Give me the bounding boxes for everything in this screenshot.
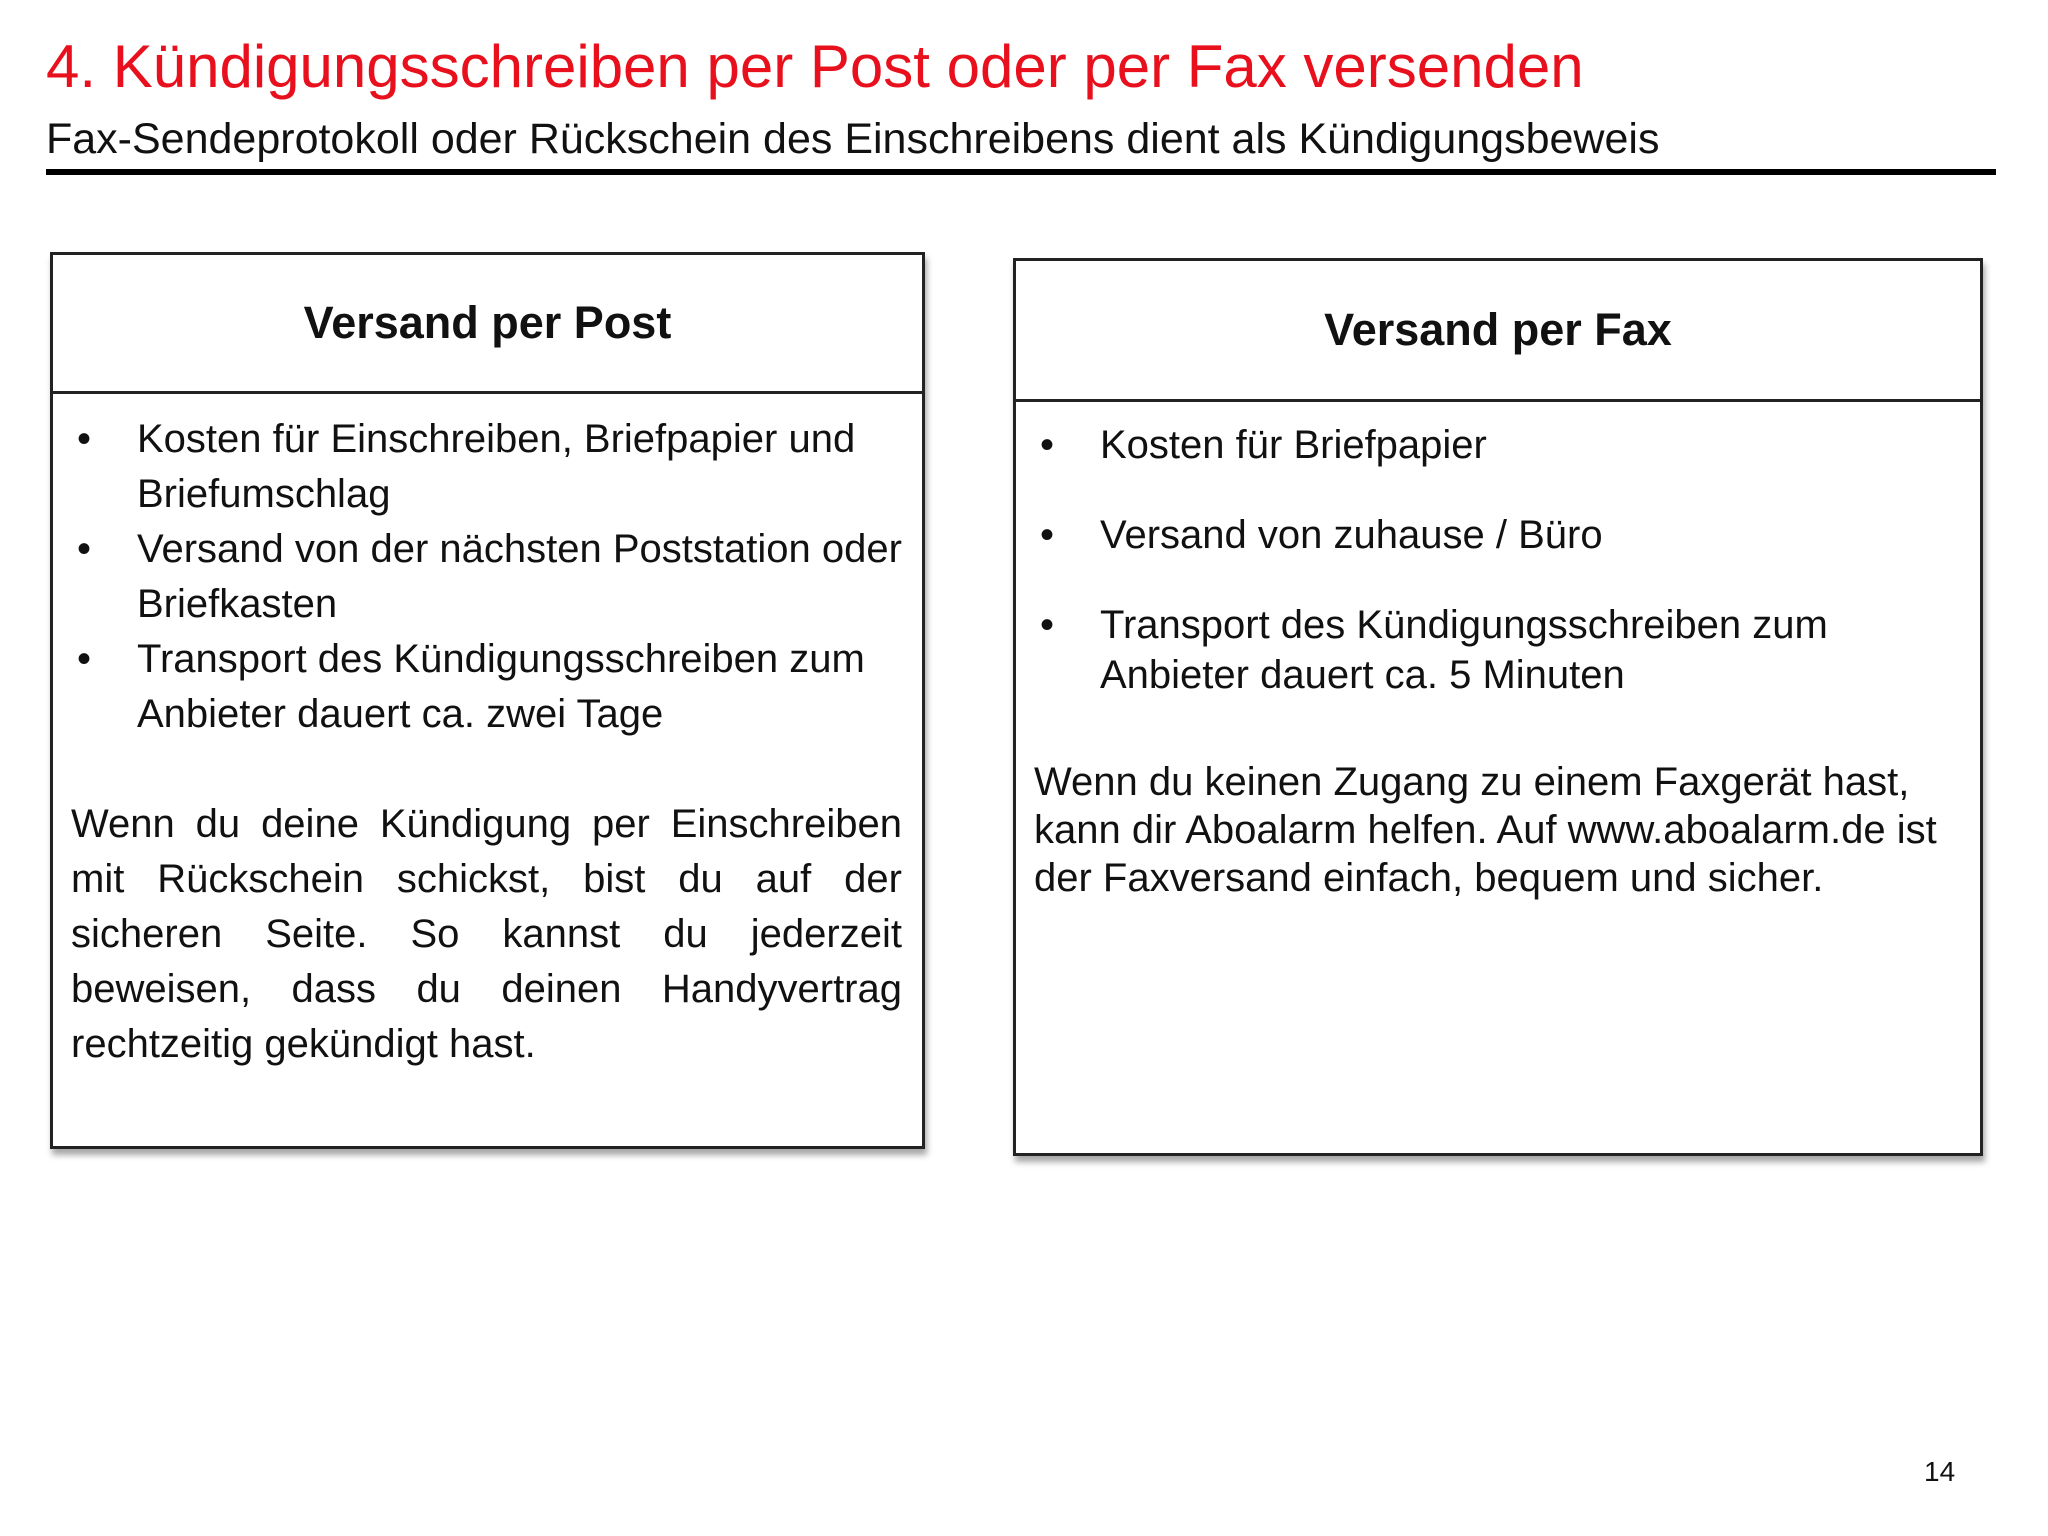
fax-panel-body — [1016, 402, 1980, 902]
slide-subtitle: Fax-Sendeprotokoll oder Rückschein des Einschreibens dient als Kündigungsbeweis — [46, 115, 1660, 163]
post-bullet-text: Kosten für Einschreiben, Briefpapier und Briefumschlag — [137, 417, 856, 516]
post-shipping-panel — [50, 252, 925, 1149]
title-underline — [46, 169, 1996, 175]
page-number: 14 — [1924, 1456, 1956, 1487]
bullet-icon: • — [77, 527, 92, 571]
list-item — [1034, 510, 1962, 560]
post-bullet-text: Transport des Kündigungsschreiben zum Anbieter dauert ca. zwei Tage — [137, 637, 865, 736]
bullet-icon: • — [77, 417, 92, 461]
fax-bullet-text: Kosten für Briefpapier — [1100, 423, 1487, 467]
list-item — [1034, 600, 1962, 700]
fax-note-paragraph: Wenn du keinen Zugang zu einem Faxgerät hast, kann dir Aboalarm helfen. Auf www.aboalarm.de ist der Faxversand einfach, bequem und sicher. — [1034, 760, 1937, 900]
bullet-icon: • — [1040, 513, 1055, 557]
post-bullet-text: Versand von der nächsten Poststation oder Briefkasten — [137, 527, 902, 626]
post-panel-header — [53, 255, 922, 394]
post-panel-title: Versand per Post — [303, 297, 672, 348]
bullet-icon: • — [1040, 603, 1055, 647]
fax-bullet-list — [1034, 420, 1962, 700]
fax-panel-header — [1016, 261, 1980, 402]
slide-title: 4. Kündigungsschreiben per Post oder per Fax versenden — [46, 33, 1584, 100]
list-item — [1034, 420, 1962, 470]
fax-panel-title: Versand per Fax — [1324, 304, 1672, 355]
list-item — [71, 412, 904, 522]
fax-bullet-text: Versand von zuhause / Büro — [1100, 513, 1603, 557]
post-panel-body — [53, 394, 922, 1072]
fax-bullet-text: Transport des Kündigungsschreiben zum Anbieter dauert ca. 5 Minuten — [1100, 603, 1828, 697]
list-item — [71, 632, 904, 742]
post-note-paragraph: Wenn du deine Kündigung per Einschreiben mit Rückschein schickst, bist du auf der sicheren Seite. So kannst du jederzeit beweisen, dass du deinen Handyvertrag rechtzeitig gekündigt hast. — [71, 802, 902, 1066]
post-bullet-list — [71, 412, 904, 742]
list-item — [71, 522, 904, 632]
bullet-icon: • — [77, 637, 92, 681]
fax-shipping-panel — [1013, 258, 1983, 1156]
bullet-icon: • — [1040, 423, 1055, 467]
